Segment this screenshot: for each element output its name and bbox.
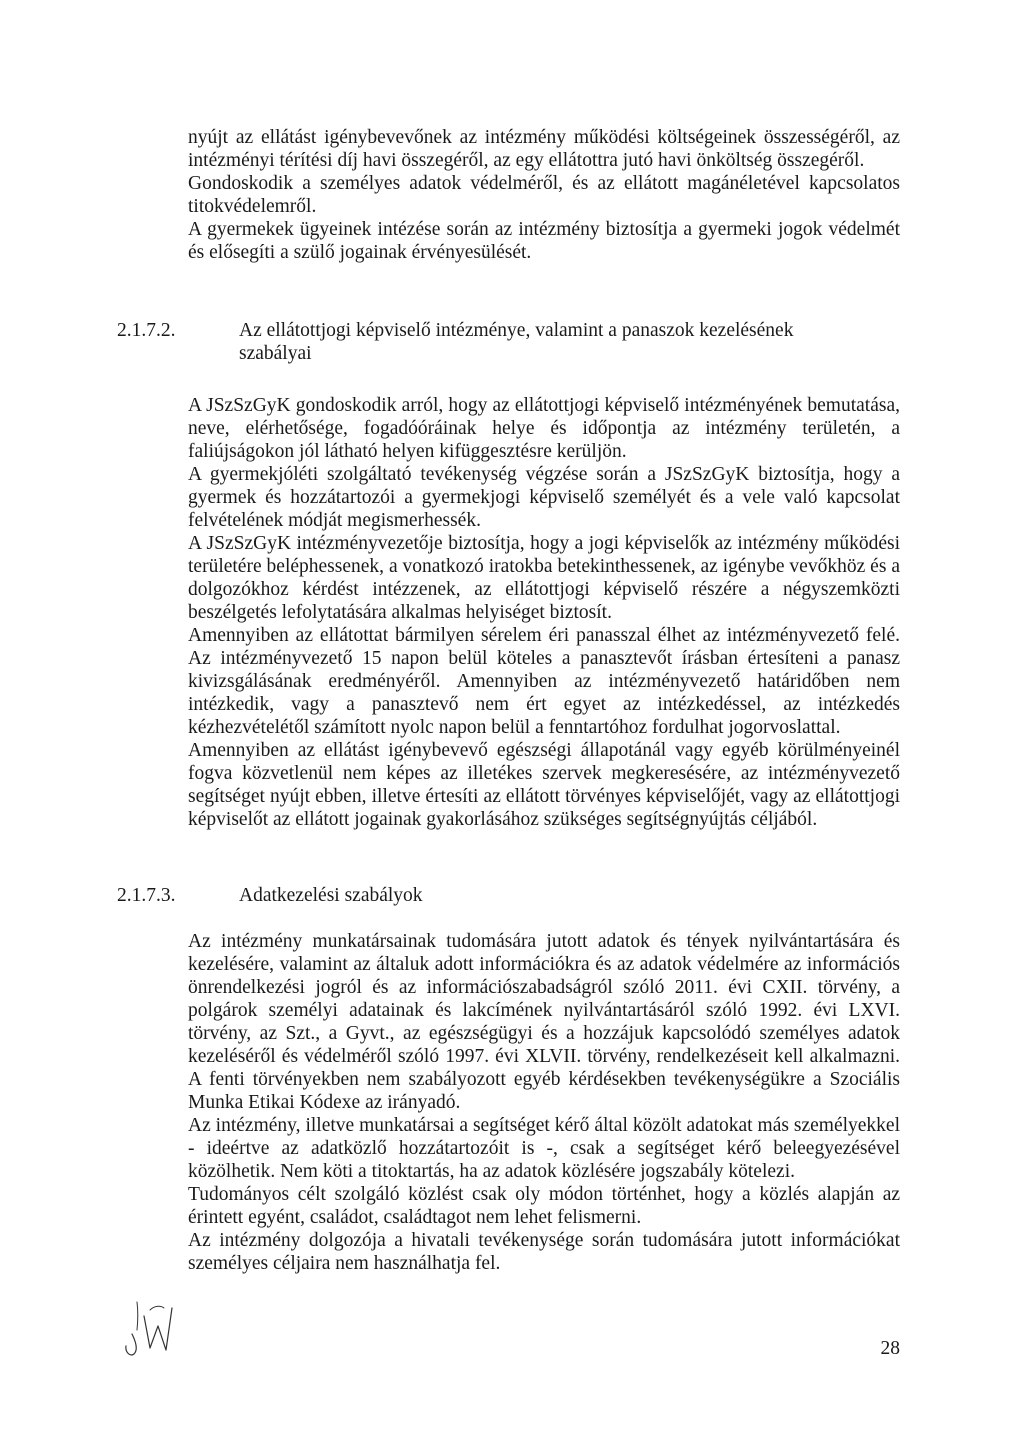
body-paragraph: A gyermekjóléti szolgáltató tevékenység végzése során a JSzSzGyK biztosítja, hogy a gyermek és hozzátartozói a gyermekjogi képviselő személyét és a vele való kapcsolat felvételének módját megismerhessék. <box>188 464 900 531</box>
section-number: 2.1.7.2. <box>117 320 176 341</box>
intro-text-block <box>188 126 900 264</box>
body-paragraph: A JSzSzGyK intézményvezetője biztosítja, hogy a jogi képviselők az intézmény működési területére beléphessenek, a vonatkozó iratokba betekinthessenek, az igénybe vevőkhöz és a dolgozókhoz kérdést intézzenek, az ellátottjogi képviselő részére a négyszemközti beszélgetés lefolytatására alkalmas helyiséget biztosít. <box>188 533 900 623</box>
body-paragraph: Az intézmény munkatársainak tudomására jutott adatok és tények nyilvántartására és kezelésére, valamint az általuk adott információkra és az adatok védelmére az információs önrendelkezési jogról és az információszabadságról szóló 2011. évi CXII. törvény, a polgárok személyi adatainak és lakcímének nyilvántartásáról szóló 1992. évi LXVI. törvény, az Szt., a Gyvt., az egészségügyi és a hozzájuk kapcsolódó személyes adatok kezeléséről és védelméről szóló 1997. évi XLVII. törvény, rendelkezéseit kell alkalmazni. A fenti törvényekben nem szabályozott egyéb kérdésekben tevékenységükre a Szociális Munka Etikai Kódexe az irányadó. <box>188 931 900 1113</box>
section-2-1-7-3-body <box>188 930 900 1275</box>
section-2-1-7-2-body <box>188 394 900 831</box>
section-title: Adatkezelési szabályok <box>239 885 423 906</box>
body-paragraph: Tudományos célt szolgáló közlést csak oly módon történhet, hogy a közlés alapján az érintett egyént, családot, családtagot nem lehet felismerni. <box>188 1184 900 1228</box>
intro-paragraph: nyújt az ellátást igénybevevőnek az intézmény működési költségeinek összességéről, az intézményi térítési díj havi összegéről, az egy ellátottra jutó havi önköltség összegéről. <box>188 127 900 171</box>
body-paragraph: Az intézmény dolgozója a hivatali tevékenysége során tudomására jutott információkat személyes céljaira nem használhatja fel. <box>188 1230 900 1274</box>
section-number: 2.1.7.3. <box>117 885 176 906</box>
section-title: Az ellátottjogi képviselő intézménye, valamint a panaszok kezelésének szabályai <box>239 320 794 364</box>
section-heading-2-1-7-2 <box>117 319 917 379</box>
handwritten-initials-signature <box>120 1296 206 1362</box>
body-paragraph: A JSzSzGyK gondoskodik arról, hogy az ellátottjogi képviselő intézményének bemutatása, neve, elérhetősége, fogadóóráinak helye és időpontja az intézmény területén, a faliújságokon jól látható helyen kifüggesztésre kerüljön. <box>188 395 900 462</box>
intro-paragraph: Gondoskodik a személyes adatok védelméről, és az ellátott magánéletével kapcsolatos titokvédelemről. <box>188 173 900 217</box>
body-paragraph: Az intézmény, illetve munkatársai a segítséget kérő által közölt adatokat más személyekkel - ideértve az adatközlő hozzátartozóit is -, csak a segítséget kérő beleegyezésével közölhetik. Nem köti a titoktartás, ha az adatok közlésére jogszabály kötelezi. <box>188 1115 900 1182</box>
intro-paragraph: A gyermekek ügyeinek intézése során az intézmény biztosítja a gyermeki jogok védelmét és elősegíti a szülő jogainak érvényesülését. <box>188 219 900 263</box>
page-number: 28 <box>880 1338 900 1359</box>
section-heading-2-1-7-3 <box>117 884 917 914</box>
body-paragraph: Amennyiben az ellátottat bármilyen sérelem éri panasszal élhet az intézményvezető felé. Az intézményvezető 15 napon belül köteles a panasztevőt írásban értesíteni a panasz kivizsgálásának eredményéről. Amennyiben az intézményvezető határidőben nem intézkedik, vagy a panasztevő nem ért egyet az intézkedéssel, az intézkedés kézhezvételétől számított nyolc napon belül a fenntartóhoz fordulhat jogorvoslattal. <box>188 625 900 738</box>
body-paragraph: Amennyiben az ellátást igénybevevő egészségi állapotánál vagy egyéb körülményeinél fogva közvetlenül nem képes az illetékes szervek megkeresésére, az intézményvezető segítséget nyújt ebben, illetve értesíti az ellátott törvényes képviselőjét, vagy az ellátottjogi képviselőt az ellátott jogainak gyakorlásához szükséges segítségnyújtás céljából. <box>188 740 900 830</box>
